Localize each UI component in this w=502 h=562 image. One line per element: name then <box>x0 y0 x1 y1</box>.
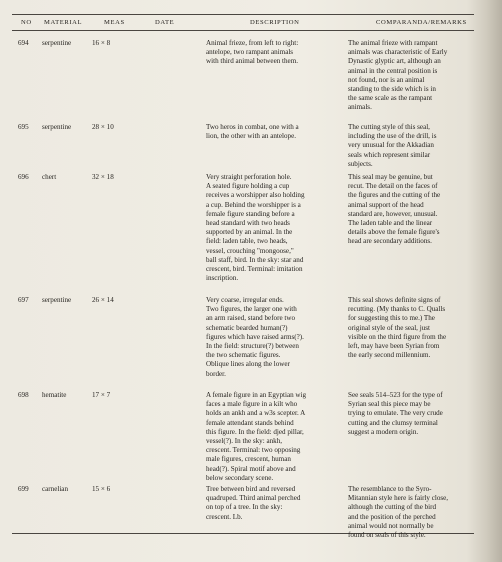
row-measurements: 16 × 8 <box>92 39 111 47</box>
row-measurements: 28 × 10 <box>92 123 114 131</box>
table-header-rule <box>12 30 474 31</box>
row-material: serpentine <box>42 123 72 131</box>
row-number: 695 <box>18 123 29 131</box>
row-description: Animal frieze, from left to right: antelope, two rampant animals with third animal between them. <box>206 39 299 66</box>
row-measurements: 15 × 6 <box>92 485 111 493</box>
header-description: DESCRIPTION <box>250 19 300 26</box>
row-material: hematite <box>42 391 67 399</box>
row-material: serpentine <box>42 296 72 304</box>
row-description: A female figure in an Egyptian wig faces a male figure in a kilt who holds an ankh and a w3s scepter. A female attendant stands behind this figure. In the field: djed pillar, vessel(?). In the sky: ankh, crescent. Terminal: two opposing male figures, crescent, human head(?). Spiral motif above and below secondary scene. <box>206 391 307 482</box>
row-material: chert <box>42 173 57 181</box>
row-comparanda: The cutting style of this seal, including the use of the drill, is very unusual for the Akkadian seals which represent similar subjects. <box>348 123 437 168</box>
row-number: 694 <box>18 39 29 47</box>
row-number: 697 <box>18 296 29 304</box>
row-comparanda: The resemblance to the Syro- Mitannian style here is fairly close, although the cutting of the bird and the position of the perched animal would not normally be found on seals of this style. <box>348 485 449 540</box>
header-comparanda: COMPARANDA/REMARKS <box>376 19 467 26</box>
table-top-rule <box>12 14 474 15</box>
header-no: NO <box>21 19 32 26</box>
row-number: 698 <box>18 391 29 399</box>
header-date: DATE <box>155 19 175 26</box>
header-meas: MEAS <box>104 19 125 26</box>
row-comparanda: The animal frieze with rampant animals was characteristic of Early Dynastic glyptic art, although an animal in the central position is not found, nor is an animal standing to the side which is in the same scale as the rampant animals. <box>348 39 448 112</box>
row-measurements: 26 × 14 <box>92 296 114 304</box>
row-description: Very straight perforation hole. A seated figure holding a cup receives a worshipper also holding a cup. Behind the worshipper is a female figure standing before a head standard with two heads supported by an animal. In the field: laden table, two heads, vessel, crouching "mongoose," ball staff, bird. In the sky: star and crescent, bird. Terminal: imitation inscription. <box>206 173 305 283</box>
row-comparanda: This seal shows definite signs of recutting. (My thanks to C. Qualls for suggesting this to me.) The original style of the seal, just visible on the third figure from the left, may have been Syrian from the early second millennium. <box>348 296 447 360</box>
row-measurements: 32 × 18 <box>92 173 114 181</box>
row-number: 699 <box>18 485 29 493</box>
row-material: serpentine <box>42 39 72 47</box>
header-material: MATERIAL <box>44 19 83 26</box>
row-material: carnelian <box>42 485 68 493</box>
row-comparanda: See seals 514–523 for the type of Syrian seal this piece may be trying to emulate. The very crude cutting and the clumsy terminal suggest a modern origin. <box>348 391 443 436</box>
row-description: Very coarse, irregular ends. Two figures, the larger one with an arm raised, stand before two schematic bearded human(?) figures which have raised arms(?). In the field: structure(?) between the two schematic figures. Oblique lines along the lower border. <box>206 296 304 378</box>
row-description: Two heros in combat, one with a lion, the other with an antelope. <box>206 123 299 141</box>
row-measurements: 17 × 7 <box>92 391 111 399</box>
row-comparanda: This seal may be genuine, but recut. The detail on the faces of the figures and the cutting of the animal support of the head standard are, however, unusual. The laden table and the linear details above the female figure's head are secondary additions. <box>348 173 441 246</box>
row-description: Tree between bird and reversed quadruped. Third animal perched on top of a tree. In the sky: crescent. Lb. <box>206 485 301 521</box>
row-number: 696 <box>18 173 29 181</box>
